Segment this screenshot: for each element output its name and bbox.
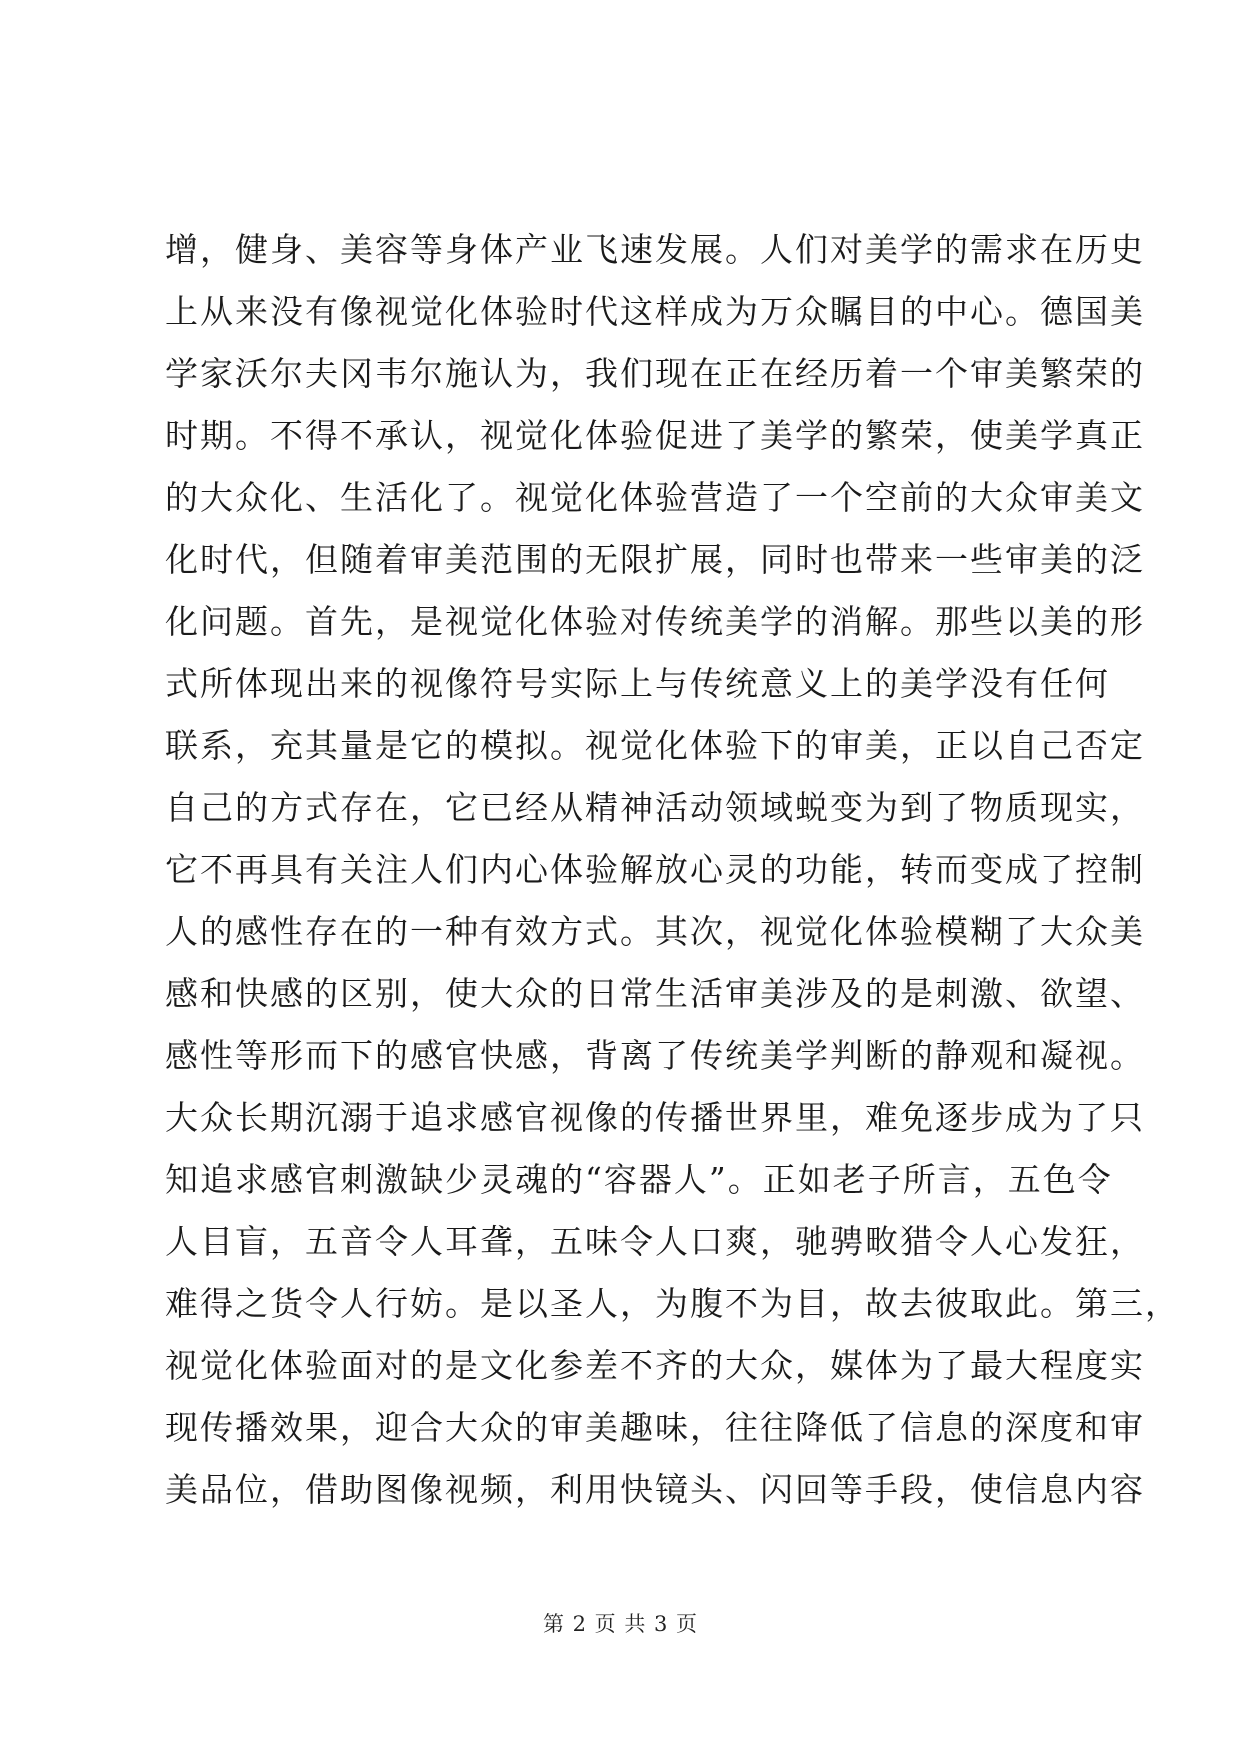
text-line: 的大众化、生活化了。视觉化体验营造了一个空前的大众审美文 — [165, 478, 1145, 517]
text-line: 它不再具有关注人们内心体验解放心灵的功能，转而变成了控制 — [165, 850, 1145, 889]
text-line: 增，健身、美容等身体产业飞速发展。人们对美学的需求在历史 — [165, 230, 1145, 269]
document-body — [165, 219, 1180, 1521]
text-line: 上从来没有像视觉化体验时代这样成为万众瞩目的中心。德国美 — [165, 292, 1145, 331]
text-line: 学家沃尔夫冈韦尔施认为，我们现在正在经历着一个审美繁荣的 — [165, 354, 1145, 393]
text-line: 美品位，借助图像视频，利用快镜头、闪回等手段，使信息内容 — [165, 1470, 1145, 1509]
page-number: 第 2 页 共 3 页 — [542, 1612, 699, 1636]
text-line: 现传播效果，迎合大众的审美趣味，往往降低了信息的深度和审 — [165, 1408, 1145, 1447]
text-line: 人目盲，五音令人耳聋，五味令人口爽，驰骋畋猎令人心发狂， — [165, 1222, 1145, 1261]
text-line: 视觉化体验面对的是文化参差不齐的大众，媒体为了最大程度实 — [165, 1346, 1145, 1385]
text-line: 化时代，但随着审美范围的无限扩展，同时也带来一些审美的泛 — [165, 540, 1145, 579]
text-line: 联系，充其量是它的模拟。视觉化体验下的审美，正以自己否定 — [165, 726, 1145, 765]
text-line: 大众长期沉溺于追求感官视像的传播世界里，难免逐步成为了只 — [165, 1098, 1145, 1137]
text-line: 时期。不得不承认，视觉化体验促进了美学的繁荣，使美学真正 — [165, 416, 1145, 455]
text-line: 感和快感的区别，使大众的日常生活审美涉及的是刺激、欲望、 — [165, 974, 1145, 1013]
text-line: 自己的方式存在，它已经从精神活动领域蜕变为到了物质现实， — [165, 788, 1145, 827]
text-line: 难得之货令人行妨。是以圣人，为腹不为目，故去彼取此。第三， — [165, 1284, 1180, 1323]
text-line: 感性等形而下的感官快感，背离了传统美学判断的静观和凝视。 — [165, 1036, 1145, 1075]
text-line: 知追求感官刺激缺少灵魂的“容器人”。正如老子所言，五色令 — [165, 1160, 1113, 1199]
text-line: 化问题。首先，是视觉化体验对传统美学的消解。那些以美的形 — [165, 602, 1145, 641]
text-line: 式所体现出来的视像符号实际上与传统意义上的美学没有任何 — [165, 664, 1110, 703]
text-line: 人的感性存在的一种有效方式。其次，视觉化体验模糊了大众美 — [165, 912, 1145, 951]
